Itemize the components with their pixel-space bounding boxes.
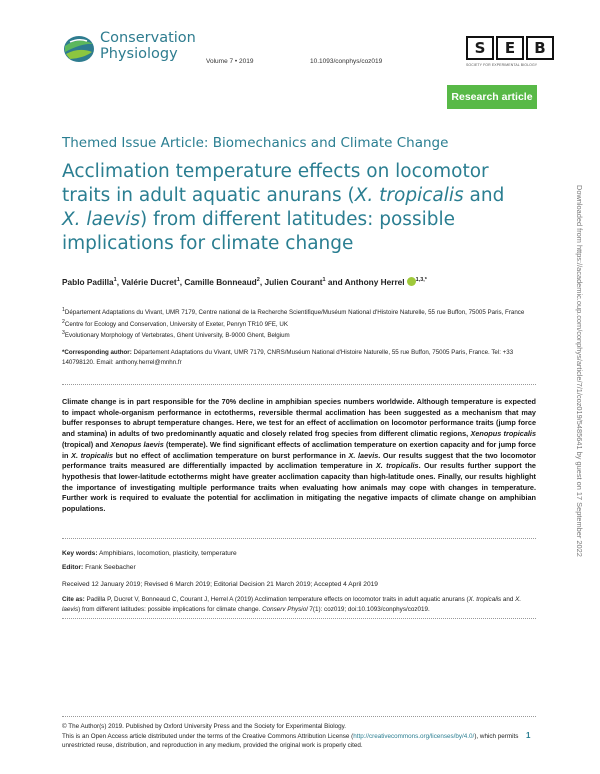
themed-issue-heading: Themed Issue Article: Biomechanics and Climate Change [62,135,449,151]
article-type-badge: Research article [447,85,537,109]
seb-letter-b: B [526,36,554,60]
author-name: Camille Bonneaud [184,277,257,287]
page-number: 1 [526,731,531,740]
download-note: Downloaded from https://academic.oup.com/conphys/article/7/1/coz019/5485641 by guest on 17 September 2022 [575,185,584,557]
affiliation-item: $^1$Département Adaptations du Vivant, UMR 7179, Centre national de la Recherche Scientifique/Muséum National d'Histoire Naturelle, 55 rue Buffon, 75005 Paris, France [62,307,525,317]
article-title: Acclimation temperature effects on locomotor traits in adult aquatic anurans (X. tropicalis and X. laevis) from different latitudes: possible implications for climate change [62,161,505,254]
author-list: Pablo Padilla$^1$, Valérie Ducret$^1$, Camille Bonneaud$^2$, Julien Courant$^1$ and Anthony Herrel $^{1,3,*}$ [62,277,427,287]
license-link[interactable]: http://creativecommons.org/licenses/by/4.0/ [353,733,475,740]
orcid-icon[interactable] [407,277,416,286]
citation: Cite as: Padilla P, Ducret V, Bonneaud C, Courant J, Herrel A (2019) Acclimation temperature effects on locomotor traits in adult aquatic anurans (X. tropicalis and X. laevis) from different latitudes: possible implications for climate change. Conserv Physiol 7(1): coz019; doi:10.1093/conphys/coz019. [62,596,522,613]
affiliations [62,306,532,341]
journal-name-line1: Conservation [100,30,196,46]
author-name: Julien Courant [264,277,323,287]
divider [62,618,536,619]
seb-letter-e: E [496,36,524,60]
seb-tagline: SOCIETY FOR EXPERIMENTAL BIOLOGY [466,63,538,67]
volume-label: Volume 7 • 2019 [206,58,254,65]
journal-name-line2: Physiology [100,46,178,62]
doi-label: 10.1093/conphys/coz019 [310,58,383,65]
corresponding-author: *Corresponding author: Département Adaptations du Vivant, UMR 7179, CNRS/Muséum National d'Histoire Naturelle, 55 rue Buffon, 75005 Paris, France. Tel: +33 140798120. Email: anthony.herrel@mnhn.fr [62,349,514,366]
copyright-notice: © The Author(s) 2019. Published by Oxford University Press and the Society for Experimental Biology. [62,723,347,730]
divider [62,384,536,385]
divider [62,716,536,717]
seb-logo [466,36,554,70]
keywords: Key words: Amphibians, locomotion, plasticity, temperature [62,550,237,557]
affiliation-item: $^2$Centre for Ecology and Conservation, University of Exeter, Penryn TR10 9FE, UK [62,318,288,328]
globe-logo-icon [62,34,96,64]
divider [62,538,536,539]
affiliation-item: $^3$Evolutionary Morphology of Vertebrates, Ghent University, B-9000 Ghent, Belgium [62,330,290,340]
license-notice: This is an Open Access article distributed under the terms of the Creative Commons Attribution License (http://creativecommons.org/licenses/by/4.0/), which permits unrestricted reuse, distribution, and reproduction in any medium, provided the original work is properly cited. [62,733,519,749]
author-name: Valérie Ducret [121,277,177,287]
editor: Editor: Frank Seebacher [62,564,136,571]
seb-letter-s: S [466,36,494,60]
article-history: Received 12 January 2019; Revised 6 March 2019; Editorial Decision 21 March 2019; Accepted 4 April 2019 [62,581,378,588]
author-name: Anthony Herrel [344,277,405,287]
journal-logo [62,30,212,70]
author-name: Pablo Padilla [62,277,114,287]
abstract: Climate change is in part responsible for the 70% decline in amphibian species numbers worldwide. Although temperature is expected to impact whole-organism performance in ectotherms, reversible thermal acclimation has been suggested as a mechanism that may buffer responses to abrupt temperature changes. Here, we test for an effect of acclimation on locomotor performance traits (jump force and stamina) in adults of two predominantly aquatic and closely related frog species from different climatic regions, Xenopus tropicalis (tropical) and Xenopus laevis (temperate). We find significant effects of acclimation temperature on exertion capacity and for jump force in X. tropicalis but no effect of acclimation temperature on burst performance in X. laevis. Our results suggest that the two locomotor performance traits measured are differentially impacted by acclimation temperature in X. tropicalis. Our results further support the hypothesis that lower-latitude ectotherms might have greater acclimation capacity than high-latitude ones. Finally, our results highlight the importance of investigating multiple performance traits when evaluating how animals may cope with changes in temperature. Further work is required to evaluate the potential for acclimation in mitigating the negative impacts of climate change on amphibian populations. [62,397,537,514]
